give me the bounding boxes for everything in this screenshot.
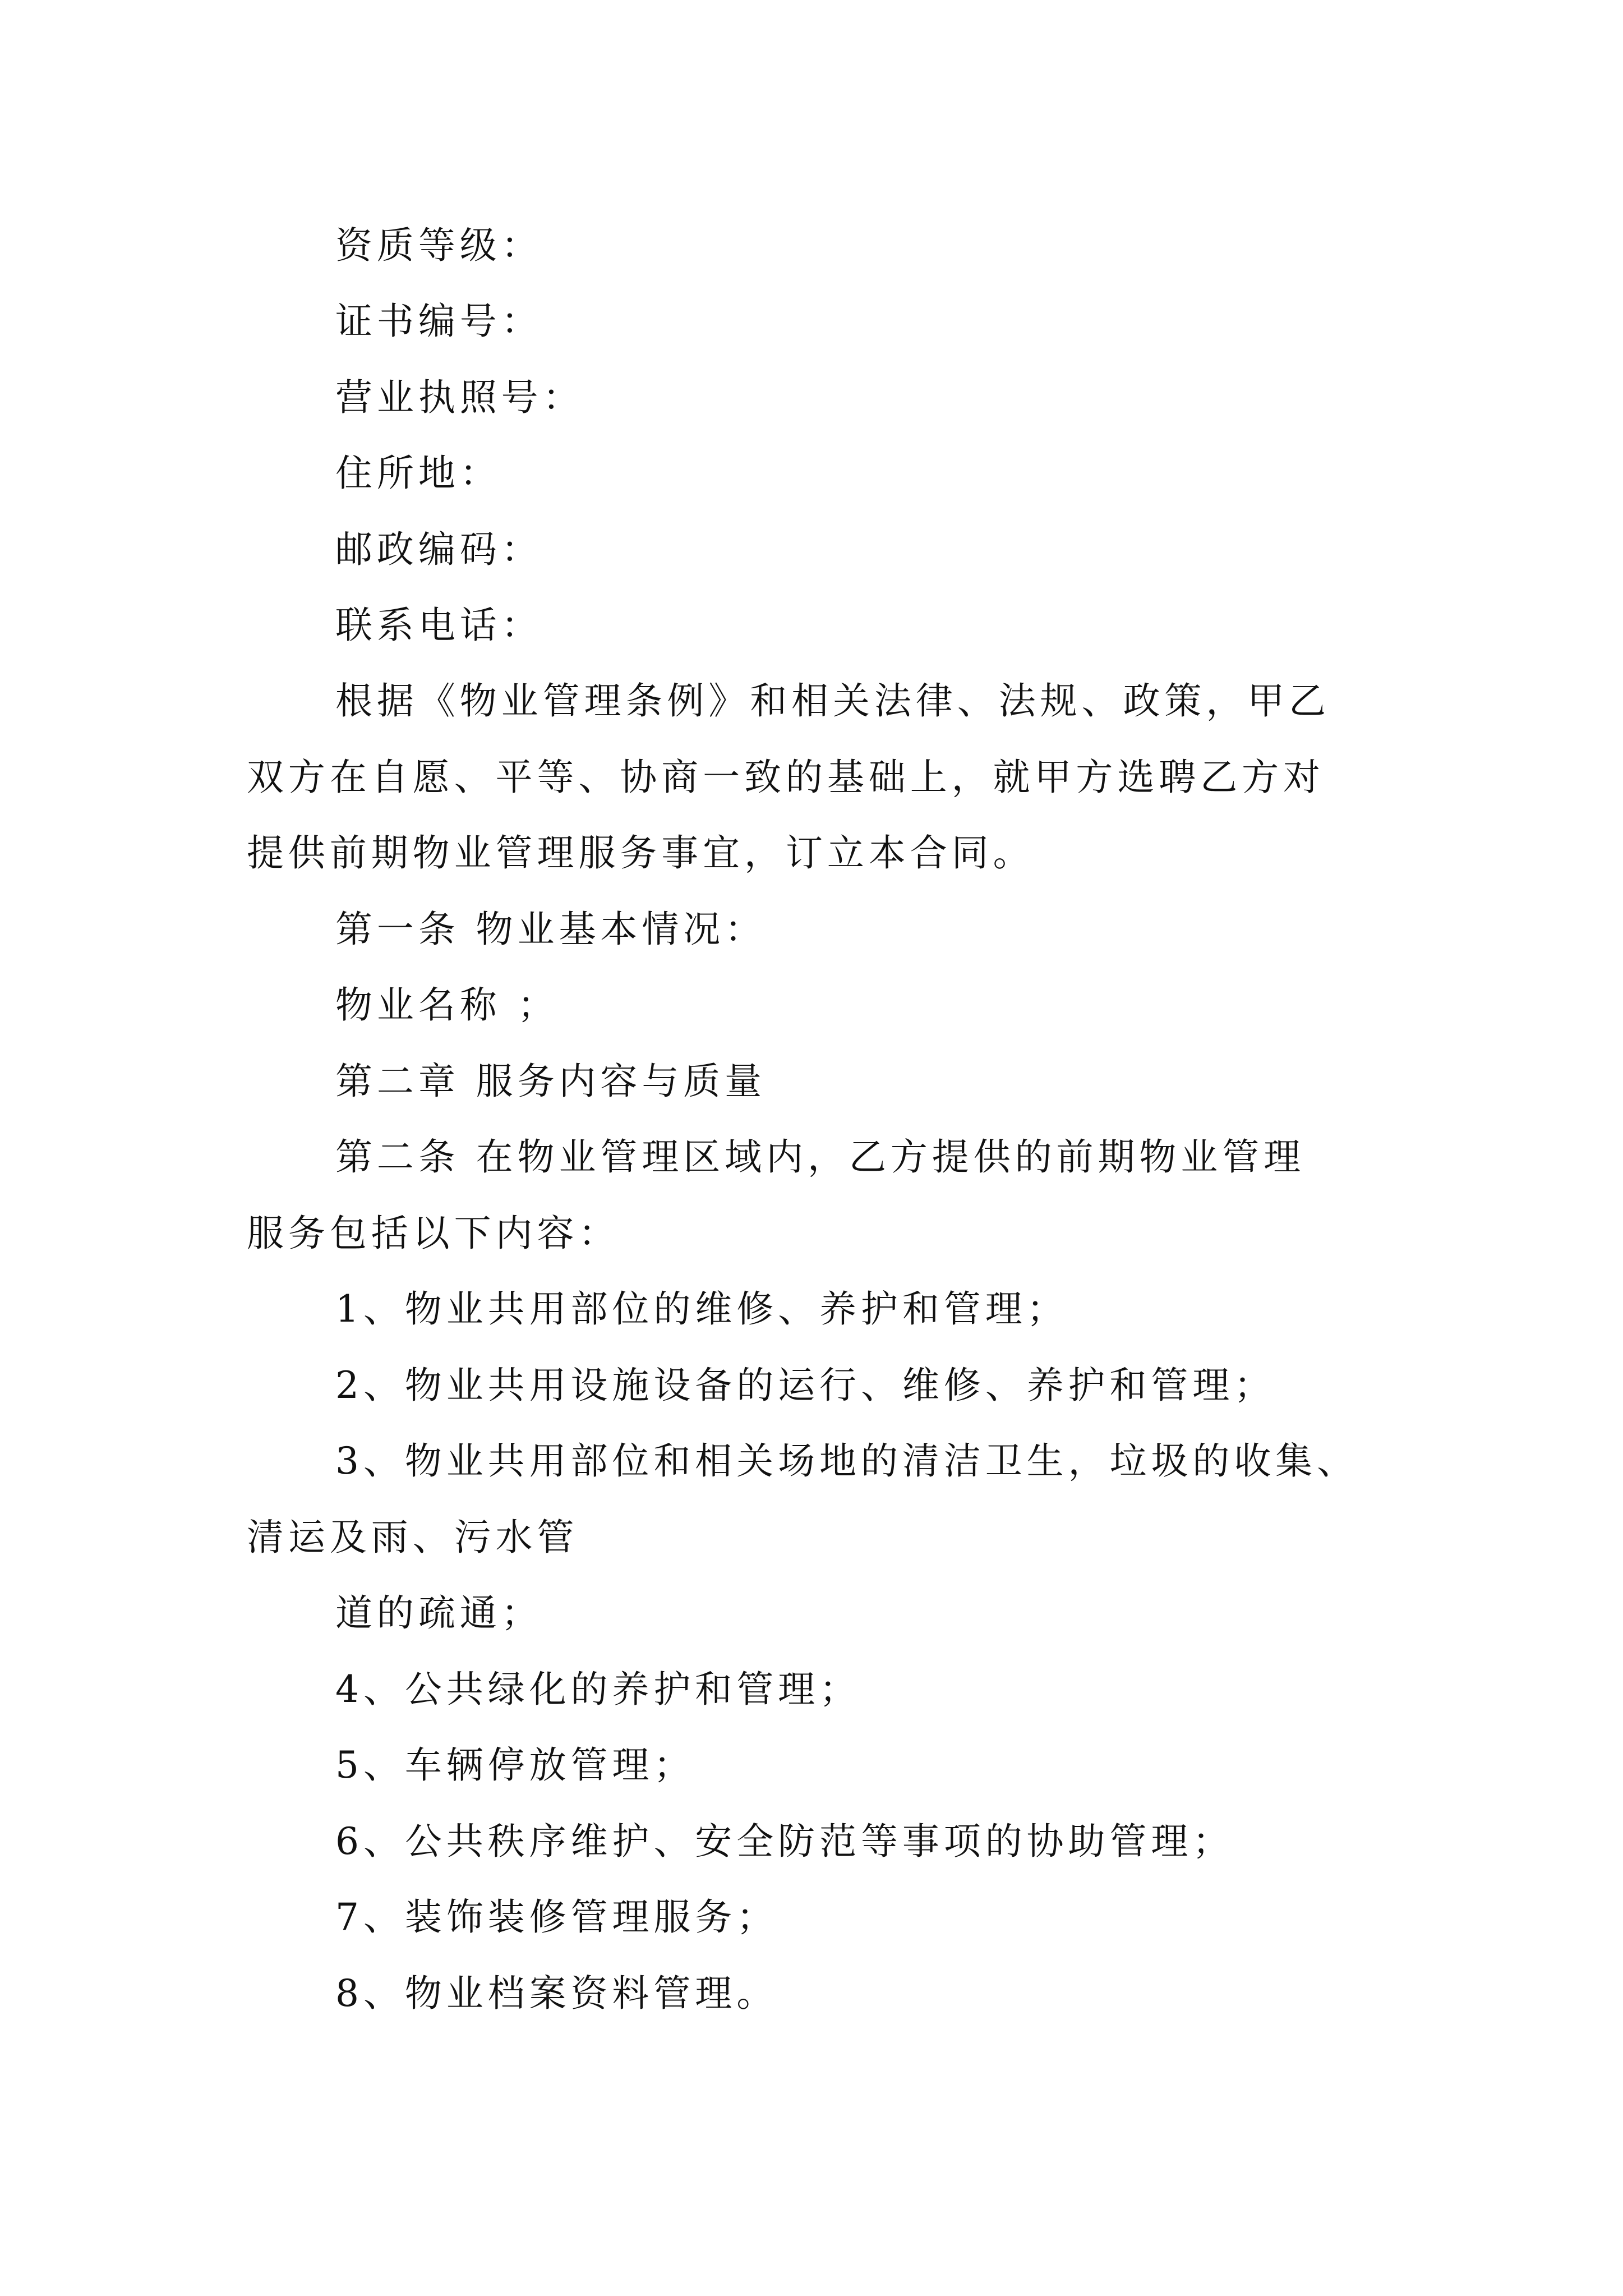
article-1-heading: 第一条 物业基本情况： bbox=[335, 908, 767, 951]
service-item-3-end: 道的疏通； bbox=[335, 1591, 543, 1635]
service-item-3: 3、物业共用部位和相关场地的清洁卫生，垃圾的收集、 bbox=[335, 1439, 1358, 1483]
preamble-line-2: 双方在自愿、平等、协商一致的基础上，就甲方选聘乙方对 bbox=[247, 756, 1325, 799]
preamble-line-1: 根据《物业管理条例》和相关法律、法规、政策，甲乙 bbox=[335, 679, 1331, 723]
article-2-line-1: 第二条 在物业管理区域内，乙方提供的前期物业管理 bbox=[335, 1135, 1306, 1179]
article-2-line-2: 服务包括以下内容： bbox=[247, 1212, 620, 1255]
chapter-2-heading: 第二章 服务内容与质量 bbox=[335, 1060, 767, 1103]
business-license-line: 营业执照号： bbox=[335, 376, 584, 419]
certificate-number-line: 证书编号： bbox=[335, 300, 543, 343]
service-item-2: 2、物业共用设施设备的运行、维修、养护和管理； bbox=[335, 1364, 1276, 1407]
phone-line: 联系电话： bbox=[335, 604, 543, 647]
service-item-8: 8、物业档案资料管理。 bbox=[335, 1972, 778, 2015]
service-item-6: 6、公共秩序维护、安全防范等事项的协助管理； bbox=[335, 1820, 1234, 1863]
service-item-7: 7、装饰装修管理服务； bbox=[335, 1895, 778, 1939]
postal-code-line: 邮政编码： bbox=[335, 528, 543, 571]
address-line: 住所地： bbox=[335, 452, 501, 495]
qualification-level-line: 资质等级： bbox=[335, 224, 543, 267]
preamble-line-3: 提供前期物业管理服务事宜，订立本合同。 bbox=[247, 831, 1035, 875]
service-item-4: 4、公共绿化的养护和管理； bbox=[335, 1668, 861, 1711]
service-item-3-continued: 清运及雨、污水管 bbox=[247, 1516, 579, 1559]
service-item-1: 1、物业共用部位的维修、养护和管理； bbox=[335, 1287, 1068, 1331]
service-item-5: 5、车辆停放管理； bbox=[335, 1743, 695, 1787]
property-name-line: 物业名称 ； bbox=[335, 983, 559, 1027]
